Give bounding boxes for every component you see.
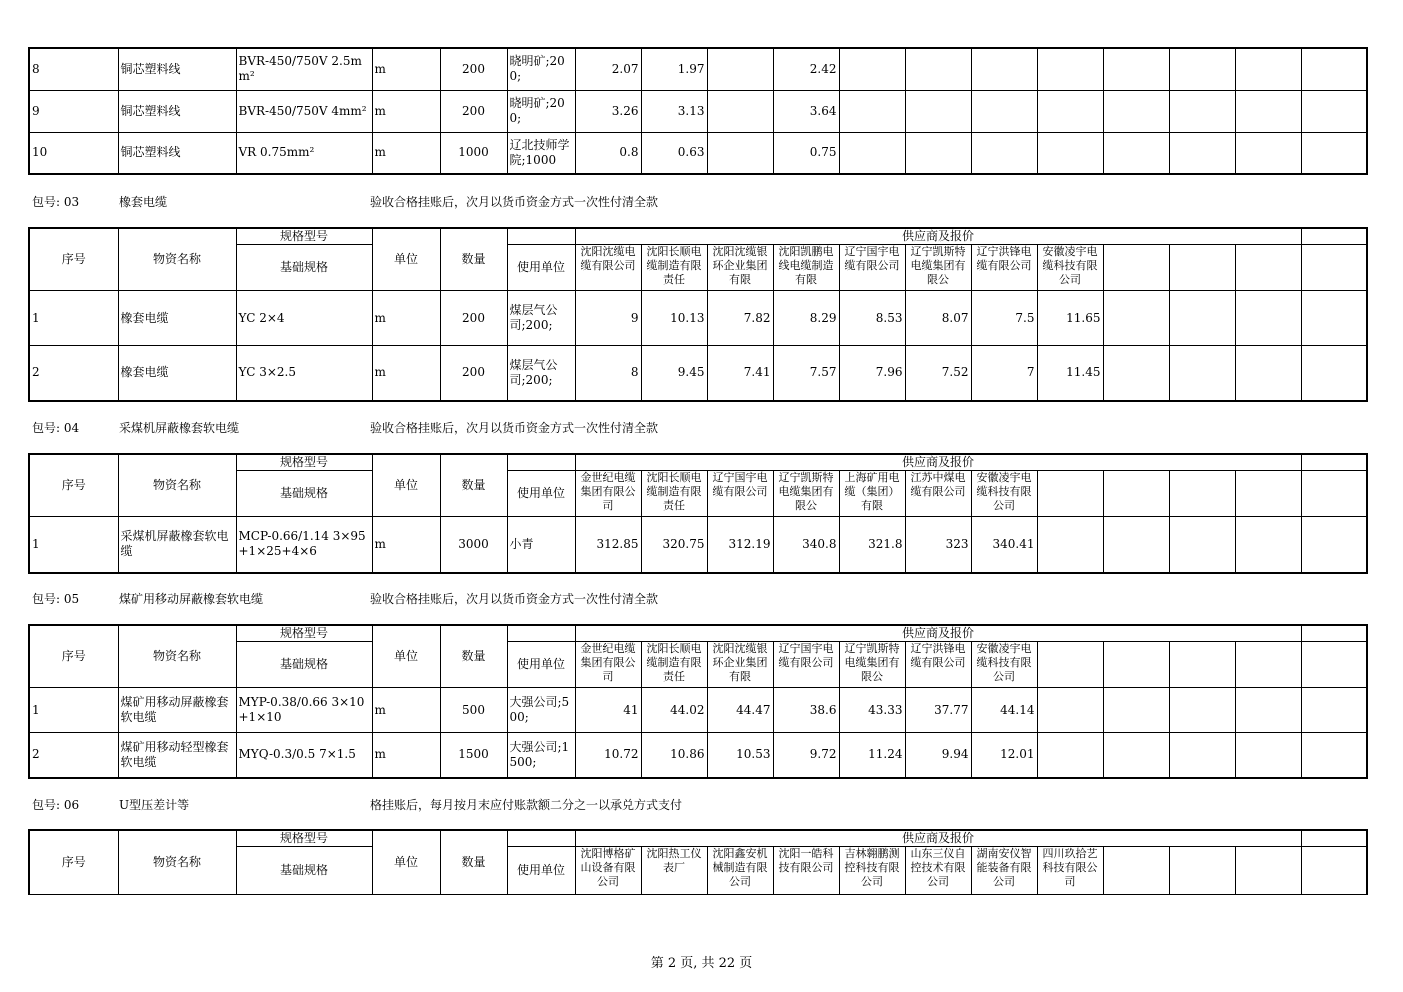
empty-cell bbox=[839, 90, 905, 132]
row-spec: MYP-0.38/0.66 3×10+1×10 bbox=[236, 688, 372, 733]
price-cell: 8 bbox=[575, 346, 641, 401]
header-suppliers: 供应商及报价 bbox=[575, 454, 1301, 471]
supplier-name: 沈阳长顺电缆制造有限责任 bbox=[641, 471, 707, 517]
empty-cell bbox=[1235, 245, 1301, 291]
row-spec: MYQ-0.3/0.5 7×1.5 bbox=[236, 733, 372, 778]
price-cell: 10.13 bbox=[641, 291, 707, 346]
price-cell: 44.14 bbox=[971, 688, 1037, 733]
row-user-unit: 晓明矿;200; bbox=[507, 48, 575, 90]
empty-cell bbox=[1301, 517, 1367, 573]
empty-cell bbox=[1235, 90, 1301, 132]
supplier-name: 沈阳长顺电缆制造有限责任 bbox=[641, 245, 707, 291]
price-cell: 10.53 bbox=[707, 733, 773, 778]
price-cell: 44.47 bbox=[707, 688, 773, 733]
row-spec: YC 2×4 bbox=[236, 291, 372, 346]
empty-cell bbox=[1301, 642, 1367, 688]
row-unit: m bbox=[372, 346, 440, 401]
price-cell: 323 bbox=[905, 517, 971, 573]
row-seq: 2 bbox=[29, 346, 118, 401]
empty-cell bbox=[1169, 642, 1235, 688]
empty-cell bbox=[905, 132, 971, 174]
header-unit: 单位 bbox=[372, 830, 440, 895]
package-04-table bbox=[28, 453, 1368, 574]
package-number: 包号: 03 bbox=[32, 195, 80, 209]
empty-cell bbox=[1301, 625, 1367, 642]
row-unit: m bbox=[372, 90, 440, 132]
empty-cell bbox=[1103, 291, 1169, 346]
row-spec: BVR-450/750V 4mm² bbox=[236, 90, 372, 132]
header-unit: 单位 bbox=[372, 454, 440, 517]
header-quantity: 数量 bbox=[440, 454, 507, 517]
header-row bbox=[29, 625, 1367, 642]
row-unit: m bbox=[372, 688, 440, 733]
supplier-name: 辽宁洪锋电缆有限公司 bbox=[905, 642, 971, 688]
empty-cell bbox=[1103, 517, 1169, 573]
empty-cell bbox=[1301, 454, 1367, 471]
price-cell: 10.72 bbox=[575, 733, 641, 778]
table-row bbox=[29, 291, 1367, 346]
row-seq: 1 bbox=[29, 517, 118, 573]
payment-terms: 格挂账后，每月按月末应付账款额二分之一以承兑方式支付 bbox=[370, 798, 683, 812]
row-material-name: 煤矿用移动屏蔽橡套软电缆 bbox=[118, 688, 236, 733]
empty-cell bbox=[1235, 517, 1301, 573]
supplier-name: 辽宁凯斯特电缆集团有限公 bbox=[905, 245, 971, 291]
supplier-name: 吉林翱鹏测控科技有限公司 bbox=[839, 847, 905, 895]
supplier-name: 四川玖拾艺科技有限公司 bbox=[1037, 847, 1103, 895]
header-quantity: 数量 bbox=[440, 228, 507, 291]
table-row bbox=[29, 90, 1367, 132]
empty-cell bbox=[507, 830, 575, 847]
header-quantity: 数量 bbox=[440, 830, 507, 895]
empty-cell bbox=[1301, 847, 1367, 895]
row-spec: BVR-450/750V 2.5mm² bbox=[236, 48, 372, 90]
row-seq: 10 bbox=[29, 132, 118, 174]
empty-cell bbox=[1169, 48, 1235, 90]
empty-cell bbox=[1301, 346, 1367, 401]
empty-cell bbox=[839, 48, 905, 90]
price-cell bbox=[707, 90, 773, 132]
supplier-name: 沈阳凯鹏电线电缆制造有限 bbox=[773, 245, 839, 291]
supplier-name: 安徽凌宇电缆科技有限公司 bbox=[971, 642, 1037, 688]
supplier-name: 上海矿用电缆（集团）有限 bbox=[839, 471, 905, 517]
empty-cell bbox=[1169, 90, 1235, 132]
header-material-name: 物资名称 bbox=[118, 830, 236, 895]
row-material-name: 铜芯塑料线 bbox=[118, 132, 236, 174]
row-unit: m bbox=[372, 132, 440, 174]
price-cell: 12.01 bbox=[971, 733, 1037, 778]
payment-terms: 验收合格挂账后，次月以货币资金方式一次性付清全款 bbox=[370, 195, 659, 209]
price-cell: 7.96 bbox=[839, 346, 905, 401]
price-cell: 38.6 bbox=[773, 688, 839, 733]
empty-cell bbox=[1169, 517, 1235, 573]
row-user-unit: 小青 bbox=[507, 517, 575, 573]
package-info-line bbox=[32, 193, 732, 209]
empty-cell bbox=[1169, 291, 1235, 346]
row-seq: 2 bbox=[29, 733, 118, 778]
empty-cell bbox=[1301, 471, 1367, 517]
package-number: 包号: 05 bbox=[32, 592, 80, 606]
supplier-name: 辽宁洪锋电缆有限公司 bbox=[971, 245, 1037, 291]
price-cell: 7 bbox=[971, 346, 1037, 401]
header-base-spec: 基础规格 bbox=[236, 847, 372, 895]
empty-cell bbox=[1301, 245, 1367, 291]
empty-cell bbox=[1037, 688, 1103, 733]
package-info-line bbox=[32, 796, 732, 812]
empty-cell bbox=[1301, 228, 1367, 245]
price-cell: 3.13 bbox=[641, 90, 707, 132]
empty-cell bbox=[507, 454, 575, 471]
row-seq: 1 bbox=[29, 291, 118, 346]
price-cell: 43.33 bbox=[839, 688, 905, 733]
price-cell: 9.45 bbox=[641, 346, 707, 401]
package-03-table bbox=[28, 227, 1368, 402]
package-06-table bbox=[28, 829, 1368, 895]
empty-cell bbox=[1103, 688, 1169, 733]
empty-cell bbox=[1037, 132, 1103, 174]
header-spec-group: 规格型号 bbox=[236, 454, 372, 471]
price-cell: 9.94 bbox=[905, 733, 971, 778]
empty-cell bbox=[1169, 847, 1235, 895]
row-user-unit: 煤层气公司;200; bbox=[507, 291, 575, 346]
supplier-name: 沈阳博格矿山设备有限公司 bbox=[575, 847, 641, 895]
supplier-name: 安徽凌宇电缆科技有限公司 bbox=[971, 471, 1037, 517]
supplier-name: 江苏中煤电缆有限公司 bbox=[905, 471, 971, 517]
header-seq: 序号 bbox=[29, 830, 118, 895]
empty-cell bbox=[1037, 471, 1103, 517]
price-cell: 11.24 bbox=[839, 733, 905, 778]
empty-cell bbox=[1235, 132, 1301, 174]
empty-cell bbox=[507, 228, 575, 245]
empty-cell bbox=[1301, 830, 1367, 847]
empty-cell bbox=[905, 48, 971, 90]
table-row bbox=[29, 517, 1367, 573]
price-cell: 7.5 bbox=[971, 291, 1037, 346]
empty-cell bbox=[1103, 733, 1169, 778]
row-spec: MCP-0.66/1.14 3×95+1×25+4×6 bbox=[236, 517, 372, 573]
empty-cell bbox=[1301, 48, 1367, 90]
empty-cell bbox=[1235, 642, 1301, 688]
price-cell: 321.8 bbox=[839, 517, 905, 573]
price-cell bbox=[707, 48, 773, 90]
header-spec-group: 规格型号 bbox=[236, 830, 372, 847]
empty-cell bbox=[1169, 346, 1235, 401]
package-06-clip bbox=[0, 829, 1403, 895]
supplier-name: 沈阳鑫安机械制造有限公司 bbox=[707, 847, 773, 895]
supplier-name: 沈阳沈缆电缆有限公司 bbox=[575, 245, 641, 291]
supplier-name: 沈阳沈缆银环企业集团有限 bbox=[707, 245, 773, 291]
empty-cell bbox=[971, 132, 1037, 174]
header-suppliers: 供应商及报价 bbox=[575, 625, 1301, 642]
row-quantity: 200 bbox=[440, 346, 507, 401]
price-cell: 9.72 bbox=[773, 733, 839, 778]
supplier-name: 辽宁凯斯特电缆集团有限公 bbox=[773, 471, 839, 517]
row-quantity: 200 bbox=[440, 90, 507, 132]
row-quantity: 1500 bbox=[440, 733, 507, 778]
supplier-name: 安徽凌宇电缆科技有限公司 bbox=[1037, 245, 1103, 291]
header-spec-group: 规格型号 bbox=[236, 228, 372, 245]
header-base-spec: 基础规格 bbox=[236, 245, 372, 291]
empty-cell bbox=[1103, 245, 1169, 291]
supplier-name: 金世纪电缆集团有限公司 bbox=[575, 642, 641, 688]
price-cell: 7.82 bbox=[707, 291, 773, 346]
empty-cell bbox=[1103, 642, 1169, 688]
empty-cell bbox=[1169, 245, 1235, 291]
supplier-name: 山东三仪自控技术有限公司 bbox=[905, 847, 971, 895]
price-cell: 312.85 bbox=[575, 517, 641, 573]
row-unit: m bbox=[372, 733, 440, 778]
row-spec: VR 0.75mm² bbox=[236, 132, 372, 174]
price-cell: 2.42 bbox=[773, 48, 839, 90]
empty-cell bbox=[971, 90, 1037, 132]
header-user-unit: 使用单位 bbox=[507, 642, 575, 688]
price-cell: 11.65 bbox=[1037, 291, 1103, 346]
payment-terms: 验收合格挂账后，次月以货币资金方式一次性付清全款 bbox=[370, 592, 659, 606]
header-unit: 单位 bbox=[372, 228, 440, 291]
header-user-unit: 使用单位 bbox=[507, 245, 575, 291]
price-cell: 11.45 bbox=[1037, 346, 1103, 401]
package-number: 包号: 04 bbox=[32, 421, 80, 435]
row-quantity: 3000 bbox=[440, 517, 507, 573]
empty-cell bbox=[1169, 132, 1235, 174]
row-user-unit: 晓明矿;200; bbox=[507, 90, 575, 132]
empty-cell bbox=[1301, 291, 1367, 346]
empty-cell bbox=[1235, 688, 1301, 733]
package-02-table bbox=[28, 47, 1368, 175]
table-row bbox=[29, 688, 1367, 733]
package-info-line bbox=[32, 590, 732, 606]
empty-cell bbox=[507, 625, 575, 642]
row-material-name: 采煤机屏蔽橡套软电缆 bbox=[118, 517, 236, 573]
row-material-name: 铜芯塑料线 bbox=[118, 90, 236, 132]
header-spec-group: 规格型号 bbox=[236, 625, 372, 642]
empty-cell bbox=[1037, 48, 1103, 90]
row-user-unit: 煤层气公司;200; bbox=[507, 346, 575, 401]
empty-cell bbox=[1103, 847, 1169, 895]
row-quantity: 200 bbox=[440, 48, 507, 90]
price-cell: 37.77 bbox=[905, 688, 971, 733]
empty-cell bbox=[1103, 90, 1169, 132]
price-cell: 3.64 bbox=[773, 90, 839, 132]
package-name: 采煤机屏蔽橡套软电缆 bbox=[119, 421, 240, 435]
price-cell: 9 bbox=[575, 291, 641, 346]
price-cell: 2.07 bbox=[575, 48, 641, 90]
empty-cell bbox=[1037, 90, 1103, 132]
row-user-unit: 大强公司;500; bbox=[507, 688, 575, 733]
header-user-unit: 使用单位 bbox=[507, 847, 575, 895]
header-base-spec: 基础规格 bbox=[236, 642, 372, 688]
empty-cell bbox=[1235, 48, 1301, 90]
row-material-name: 铜芯塑料线 bbox=[118, 48, 236, 90]
empty-cell bbox=[1037, 517, 1103, 573]
table-row bbox=[29, 48, 1367, 90]
supplier-name: 湖南安仪智能装备有限公司 bbox=[971, 847, 1037, 895]
package-name: U型压差计等 bbox=[119, 798, 190, 812]
empty-cell bbox=[1235, 291, 1301, 346]
row-material-name: 橡套电缆 bbox=[118, 346, 236, 401]
package-info-line bbox=[32, 419, 732, 435]
table-row bbox=[29, 346, 1367, 401]
price-cell: 8.07 bbox=[905, 291, 971, 346]
row-unit: m bbox=[372, 48, 440, 90]
page-footer: 第 2 页, 共 22 页 bbox=[650, 956, 753, 971]
empty-cell bbox=[1301, 90, 1367, 132]
empty-cell bbox=[1037, 642, 1103, 688]
row-material-name: 煤矿用移动轻型橡套软电缆 bbox=[118, 733, 236, 778]
supplier-name: 辽宁国宇电缆有限公司 bbox=[707, 471, 773, 517]
header-suppliers: 供应商及报价 bbox=[575, 830, 1301, 847]
empty-cell bbox=[1235, 847, 1301, 895]
empty-cell bbox=[839, 132, 905, 174]
price-cell: 7.57 bbox=[773, 346, 839, 401]
price-cell: 10.86 bbox=[641, 733, 707, 778]
header-base-spec: 基础规格 bbox=[236, 471, 372, 517]
header-seq: 序号 bbox=[29, 454, 118, 517]
table-row bbox=[29, 132, 1367, 174]
table-row bbox=[29, 733, 1367, 778]
header-unit: 单位 bbox=[372, 625, 440, 688]
price-cell: 8.29 bbox=[773, 291, 839, 346]
header-quantity: 数量 bbox=[440, 625, 507, 688]
empty-cell bbox=[1301, 733, 1367, 778]
price-cell: 8.53 bbox=[839, 291, 905, 346]
empty-cell bbox=[1301, 132, 1367, 174]
row-seq: 1 bbox=[29, 688, 118, 733]
supplier-name: 沈阳长顺电缆制造有限责任 bbox=[641, 642, 707, 688]
header-material-name: 物资名称 bbox=[118, 454, 236, 517]
empty-cell bbox=[1103, 471, 1169, 517]
header-material-name: 物资名称 bbox=[118, 228, 236, 291]
supplier-name: 辽宁国宇电缆有限公司 bbox=[839, 245, 905, 291]
row-unit: m bbox=[372, 291, 440, 346]
price-cell: 340.8 bbox=[773, 517, 839, 573]
row-quantity: 500 bbox=[440, 688, 507, 733]
header-seq: 序号 bbox=[29, 228, 118, 291]
supplier-name: 沈阳沈缆银环企业集团有限 bbox=[707, 642, 773, 688]
empty-cell bbox=[905, 90, 971, 132]
header-suppliers: 供应商及报价 bbox=[575, 228, 1301, 245]
header-row bbox=[29, 454, 1367, 471]
empty-cell bbox=[1103, 48, 1169, 90]
supplier-name: 金世纪电缆集团有限公司 bbox=[575, 471, 641, 517]
empty-cell bbox=[1169, 733, 1235, 778]
price-cell: 340.41 bbox=[971, 517, 1037, 573]
row-material-name: 橡套电缆 bbox=[118, 291, 236, 346]
row-spec: YC 3×2.5 bbox=[236, 346, 372, 401]
price-cell: 41 bbox=[575, 688, 641, 733]
package-number: 包号: 06 bbox=[32, 798, 80, 812]
empty-cell bbox=[1301, 688, 1367, 733]
supplier-name: 沈阳一皓科技有限公司 bbox=[773, 847, 839, 895]
header-user-unit: 使用单位 bbox=[507, 471, 575, 517]
price-cell: 0.8 bbox=[575, 132, 641, 174]
supplier-name: 沈阳热工仪表厂 bbox=[641, 847, 707, 895]
header-seq: 序号 bbox=[29, 625, 118, 688]
header-row bbox=[29, 830, 1367, 847]
row-user-unit: 辽北技师学院;1000 bbox=[507, 132, 575, 174]
supplier-name: 辽宁国宇电缆有限公司 bbox=[773, 642, 839, 688]
empty-cell bbox=[1103, 132, 1169, 174]
empty-cell bbox=[1235, 346, 1301, 401]
supplier-name: 辽宁凯斯特电缆集团有限公 bbox=[839, 642, 905, 688]
price-cell bbox=[707, 132, 773, 174]
empty-cell bbox=[1235, 471, 1301, 517]
empty-cell bbox=[1169, 688, 1235, 733]
price-cell: 312.19 bbox=[707, 517, 773, 573]
empty-cell bbox=[1235, 733, 1301, 778]
package-05-table bbox=[28, 624, 1368, 779]
price-cell: 0.63 bbox=[641, 132, 707, 174]
header-row bbox=[29, 228, 1367, 245]
row-quantity: 200 bbox=[440, 291, 507, 346]
row-quantity: 1000 bbox=[440, 132, 507, 174]
row-seq: 9 bbox=[29, 90, 118, 132]
row-user-unit: 大强公司;1500; bbox=[507, 733, 575, 778]
row-seq: 8 bbox=[29, 48, 118, 90]
header-material-name: 物资名称 bbox=[118, 625, 236, 688]
price-cell: 7.41 bbox=[707, 346, 773, 401]
empty-cell bbox=[1037, 733, 1103, 778]
price-cell: 0.75 bbox=[773, 132, 839, 174]
package-name: 橡套电缆 bbox=[119, 195, 168, 209]
price-cell: 44.02 bbox=[641, 688, 707, 733]
price-cell: 7.52 bbox=[905, 346, 971, 401]
payment-terms: 验收合格挂账后，次月以货币资金方式一次性付清全款 bbox=[370, 421, 659, 435]
row-unit: m bbox=[372, 517, 440, 573]
empty-cell bbox=[1103, 346, 1169, 401]
price-cell: 3.26 bbox=[575, 90, 641, 132]
empty-cell bbox=[1169, 471, 1235, 517]
package-name: 煤矿用移动屏蔽橡套软电缆 bbox=[119, 592, 264, 606]
price-cell: 320.75 bbox=[641, 517, 707, 573]
empty-cell bbox=[971, 48, 1037, 90]
price-cell: 1.97 bbox=[641, 48, 707, 90]
